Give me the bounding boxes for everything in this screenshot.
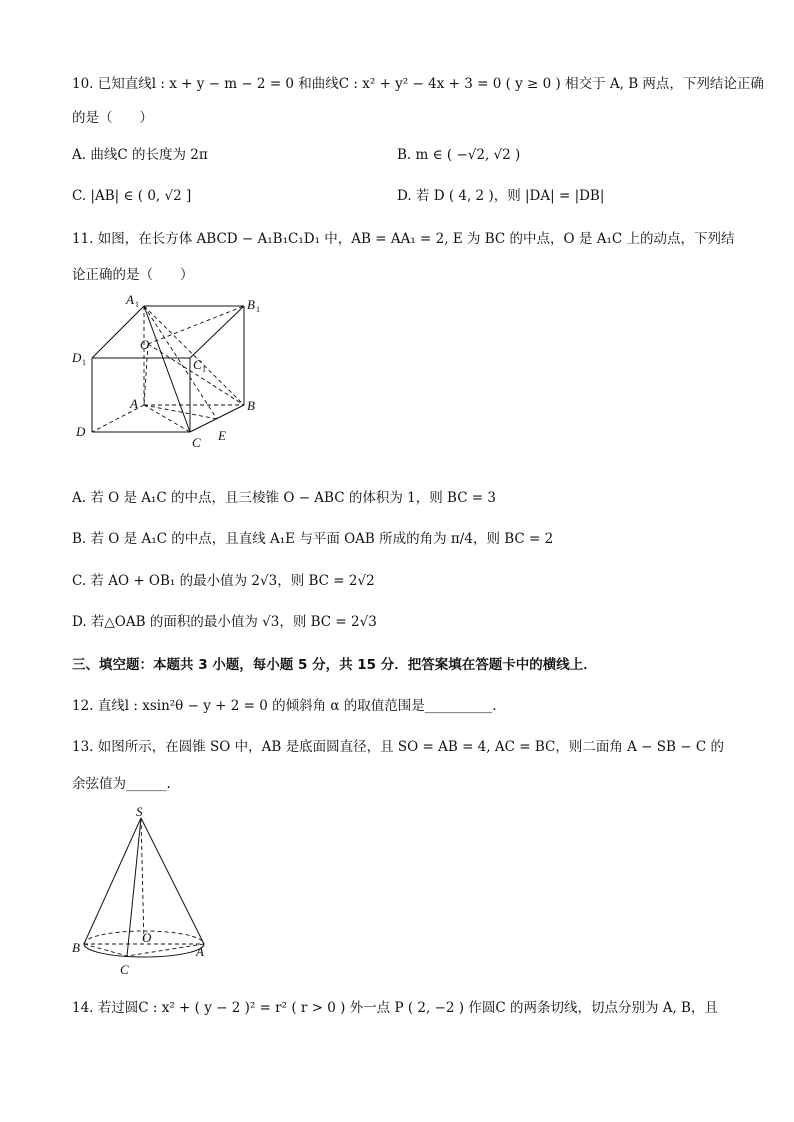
segment-o-a	[144, 344, 148, 405]
height-so	[141, 818, 144, 944]
base-circle-front	[84, 944, 204, 957]
label-c: C	[192, 435, 201, 450]
label-b: B	[72, 940, 80, 955]
q14-stem-line1: 14. 若过圆C : x² + ( y − 2 )² = r² ( r > 0 ) 外一点 P ( 2, −2 ) 作圆C 的两条切线，切点分别为 A, B，且	[72, 1000, 718, 1016]
generatrix-sa	[141, 818, 204, 944]
label-c: C	[120, 962, 129, 977]
segment-o-b	[148, 344, 244, 405]
q10-option-b: B. m ∈ ( −√2, √2 )	[397, 147, 521, 163]
label-a1: A	[126, 292, 134, 307]
edge-a1-d1	[92, 306, 144, 358]
label-b: B	[247, 398, 255, 413]
segment-o-b1	[148, 306, 244, 344]
q11-option-a: A. 若 O 是 A₁C 的中点，且三棱锥 O − ABC 的体积为 1，则 BC = 3	[72, 490, 497, 506]
q10-option-a: A. 曲线C 的长度为 2π	[72, 147, 208, 163]
q11-option-c: C. 若 AO + OB₁ 的最小值为 2√3，则 BC = 2√2	[72, 573, 375, 589]
label-e: E	[218, 428, 226, 443]
q13-stem-line1: 13. 如图所示，在圆锥 SO 中，AB 是底面圆直径，且 SO = AB = 4, AC = BC，则二面角 A − SB − C 的	[72, 739, 724, 755]
svg-text:1: 1	[202, 365, 206, 374]
q11-stem-line2: 论正确的是（ ）	[72, 267, 194, 283]
label-d: D	[76, 424, 86, 439]
label-d1: D	[72, 350, 82, 365]
section3-heading: 三、填空题：本题共 3 小题，每小题 5 分，共 15 分．把答案填在答题卡中的横线上．	[72, 657, 597, 673]
q10-option-d: D. 若 D ( 4, 2 )，则 |DA| = |DB|	[397, 188, 605, 204]
q10-option-c: C. |AB| ∈ ( 0, √2 ]	[72, 188, 192, 204]
svg-text:1: 1	[256, 305, 260, 314]
label-o: O	[140, 337, 150, 352]
q13-stem-line2: 余弦值为______.	[72, 776, 171, 792]
q11-stem-line1: 11. 如图，在长方体 ABCD − A₁B₁C₁D₁ 中，AB = AA₁ = 2, E 为 BC 的中点，O 是 A₁C 上的动点，下列结	[72, 231, 735, 247]
edge-b1-c1	[190, 306, 244, 358]
segment-sc	[127, 818, 141, 956]
label-a: A	[130, 396, 138, 411]
cone-figure	[66, 804, 226, 980]
svg-text:1: 1	[82, 358, 86, 367]
label-s: S	[136, 804, 143, 819]
generatrix-sb	[84, 818, 141, 944]
label-o: O	[142, 930, 152, 945]
label-a: A	[196, 944, 204, 959]
segment-a1-e	[144, 306, 217, 419]
q11-option-b: B. 若 O 是 A₁C 的中点，且直线 A₁E 与平面 OAB 所成的角为 π/4，则 BC = 2	[72, 531, 554, 547]
q10-stem-line1: 10. 已知直线l : x + y − m − 2 = 0 和曲线C : x² + y² − 4x + 3 = 0 ( y ≥ 0 ) 相交于 A, B 两点，下列结论正确	[72, 76, 764, 92]
segment-a1-c	[144, 306, 190, 432]
label-b1: B	[247, 297, 255, 312]
svg-text:1: 1	[135, 300, 139, 309]
cuboid-figure	[66, 292, 276, 474]
q12-stem: 12. 直线l : xsin²θ − y + 2 = 0 的倾斜角 α 的取值范围是__________.	[72, 698, 497, 714]
segment-ac	[127, 944, 204, 956]
q10-stem-line2: 的是（ ）	[72, 110, 153, 126]
label-c1: C	[193, 357, 202, 372]
q11-option-d: D. 若△OAB 的面积的最小值为 √3，则 BC = 2√3	[72, 614, 377, 630]
